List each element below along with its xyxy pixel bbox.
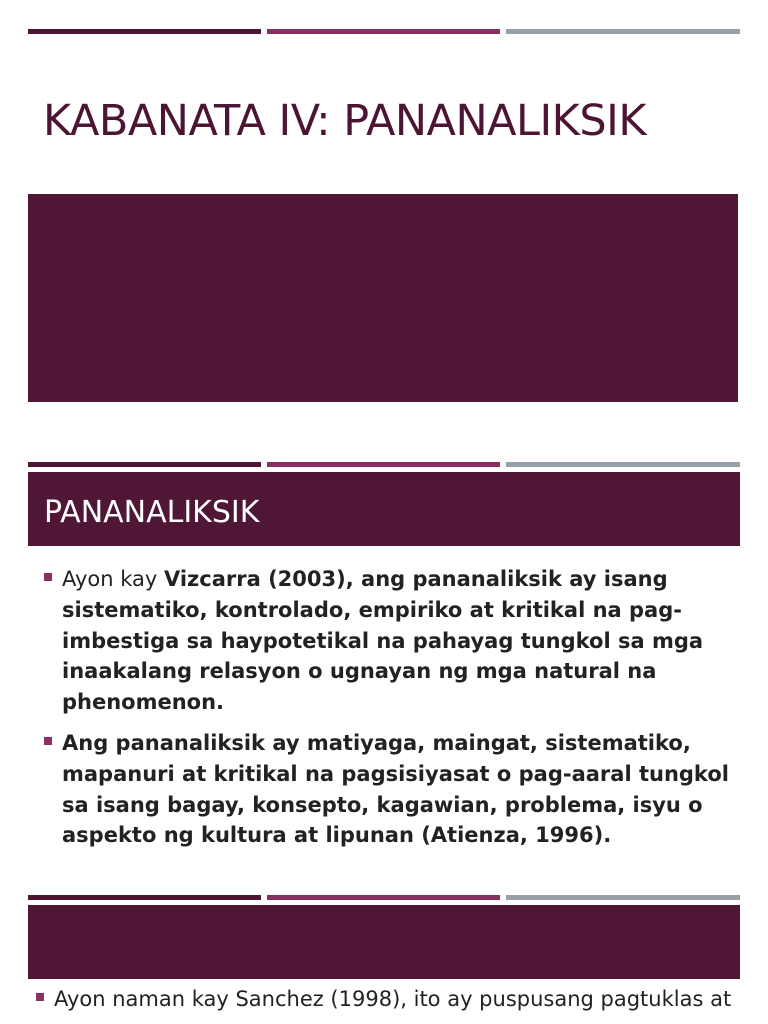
bullet-item	[44, 728, 734, 851]
bullet-text-normal: Ayon kay	[62, 567, 164, 591]
slide1-accent-stripes	[28, 29, 740, 34]
stripe-dark	[28, 462, 261, 467]
slide-title: KABANATA IV: PANANALIKSIK	[43, 96, 647, 146]
bullet-item	[44, 564, 734, 718]
bullet-square-icon	[44, 737, 52, 745]
slide1-plum-banner	[28, 194, 738, 402]
slide2-accent-stripes	[28, 462, 740, 467]
slide3-bullet-item	[36, 984, 768, 1014]
slide3-accent-stripes	[28, 895, 740, 900]
stripe-gray	[506, 462, 740, 467]
slide3-header-banner	[28, 905, 740, 979]
slide2-header-banner	[28, 472, 740, 546]
stripe-magenta	[267, 29, 500, 34]
stripe-magenta	[267, 462, 500, 467]
stripe-magenta	[267, 895, 500, 900]
stripe-dark	[28, 29, 261, 34]
slide2-bullet-list	[44, 564, 734, 861]
stripe-dark	[28, 895, 261, 900]
section-heading: PANANALIKSIK	[44, 495, 260, 530]
bullet-square-icon	[36, 993, 44, 1001]
bullet-text-bold: Ang pananaliksik ay matiyaga, maingat, sistematiko, mapanuri at kritikal na pagsisiyasat o pag-aaral tungkol sa isang bagay, konsepto, kagawian, problema, isyu o aspekto ng kultura at lipunan (Atienza, 1996).	[62, 730, 729, 848]
stripe-gray	[506, 895, 740, 900]
bullet-text: Ayon naman kay Sanchez (1998), ito ay puspusang pagtuklas at	[54, 987, 732, 1011]
stripe-gray	[506, 29, 740, 34]
bullet-square-icon	[44, 573, 52, 581]
bullet-text-bold: Vizcarra (2003), ang pananaliksik ay isang sistematiko, kontrolado, empiriko at kritikal na pag-imbestiga sa haypotetikal na pahayag tungkol sa mga inaakalang relasyon o ugnayan ng mga natural na phenomenon.	[62, 567, 704, 715]
